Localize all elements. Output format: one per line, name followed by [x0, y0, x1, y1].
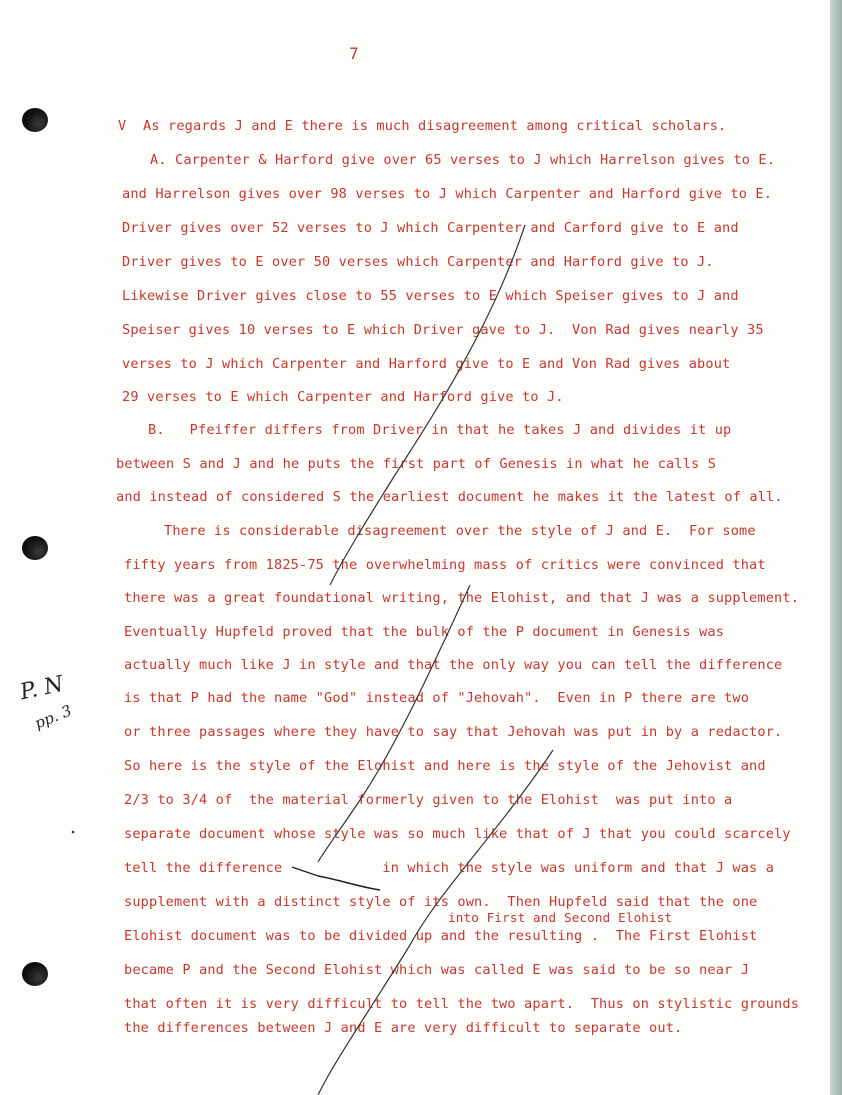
text-line-25: Elohist document was to be divided up and the resulting . The First Elohist	[124, 928, 758, 944]
text-line-11: between S and J and he puts the first part of Genesis in what he calls S	[116, 456, 717, 472]
text-line-26: became P and the Second Elohist which was called E was said to be so near J	[124, 962, 750, 978]
text-line-15: there was a great foundational writing, the Elohist, and that J was a supplement.	[124, 590, 800, 606]
text-line-17: actually much like J in style and that the only way you can tell the difference	[124, 657, 783, 673]
text-line-5: Driver gives to E over 50 verses which Carpenter and Harford give to J.	[122, 254, 714, 270]
binder-hole-middle	[22, 536, 48, 560]
text-line-2: A. Carpenter & Harford give over 65 verses to J which Harrelson gives to E.	[150, 152, 776, 168]
binder-hole-bottom	[22, 962, 48, 986]
text-line-1: V As regards J and E there is much disagreement among critical scholars.	[118, 118, 727, 134]
page-number: 7	[349, 44, 359, 63]
text-line-24: supplement with a distinct style of its own. Then Hupfeld said that the one	[124, 894, 758, 910]
text-line-13: There is considerable disagreement over the style of J and E. For some	[164, 523, 756, 539]
text-line-3: and Harrelson gives over 98 verses to J which Carpenter and Harford give to E.	[122, 186, 773, 202]
text-line-8: verses to J which Carpenter and Harford give to E and Von Rad gives about	[122, 356, 731, 372]
text-line-21: 2/3 to 3/4 of the material formerly given to the Elohist was put into a	[124, 792, 733, 808]
text-line-16: Eventually Hupfeld proved that the bulk of the P document in Genesis was	[124, 624, 725, 640]
margin-note-2: pp. 3	[32, 701, 75, 733]
margin-note-1: P. N	[17, 671, 66, 706]
text-line-10: B. Pfeiffer differs from Driver in that he takes J and divides it up	[148, 422, 732, 438]
text-line-4: Driver gives over 52 verses to J which Carpenter and Carford give to E and	[122, 220, 739, 236]
text-line-14: fifty years from 1825-75 the overwhelming mass of critics were convinced that	[124, 557, 766, 573]
page-edge-shadow	[830, 0, 842, 1095]
text-line-12: and instead of considered S the earliest document he makes it the latest of all.	[116, 489, 783, 505]
text-line-18: is that P had the name "God" instead of "Jehovah". Even in P there are two	[124, 690, 750, 706]
text-line-27: that often it is very difficult to tell the two apart. Thus on stylistic grounds	[124, 996, 800, 1012]
binder-hole-top	[22, 108, 48, 132]
inserted-phrase: into First and Second Elohist	[448, 910, 673, 925]
text-line-6: Likewise Driver gives close to 55 verses to E which Speiser gives to J and	[122, 288, 739, 304]
text-line-7: Speiser gives 10 verses to E which Driver gave to J. Von Rad gives nearly 35	[122, 322, 764, 338]
text-line-19: or three passages where they have to say that Jehovah was put in by a redactor.	[124, 724, 783, 740]
text-line-22: separate document whose style was so much like that of J that you could scarcely	[124, 826, 791, 842]
text-line-20: So here is the style of the Elohist and here is the style of the Jehovist and	[124, 758, 766, 774]
text-line-28: the differences between J and E are very difficult to separate out.	[124, 1020, 683, 1036]
text-line-23: tell the difference in which the style was uniform and that J was a	[124, 860, 775, 876]
text-line-9: 29 verses to E which Carpenter and Harford give to J.	[122, 389, 564, 405]
